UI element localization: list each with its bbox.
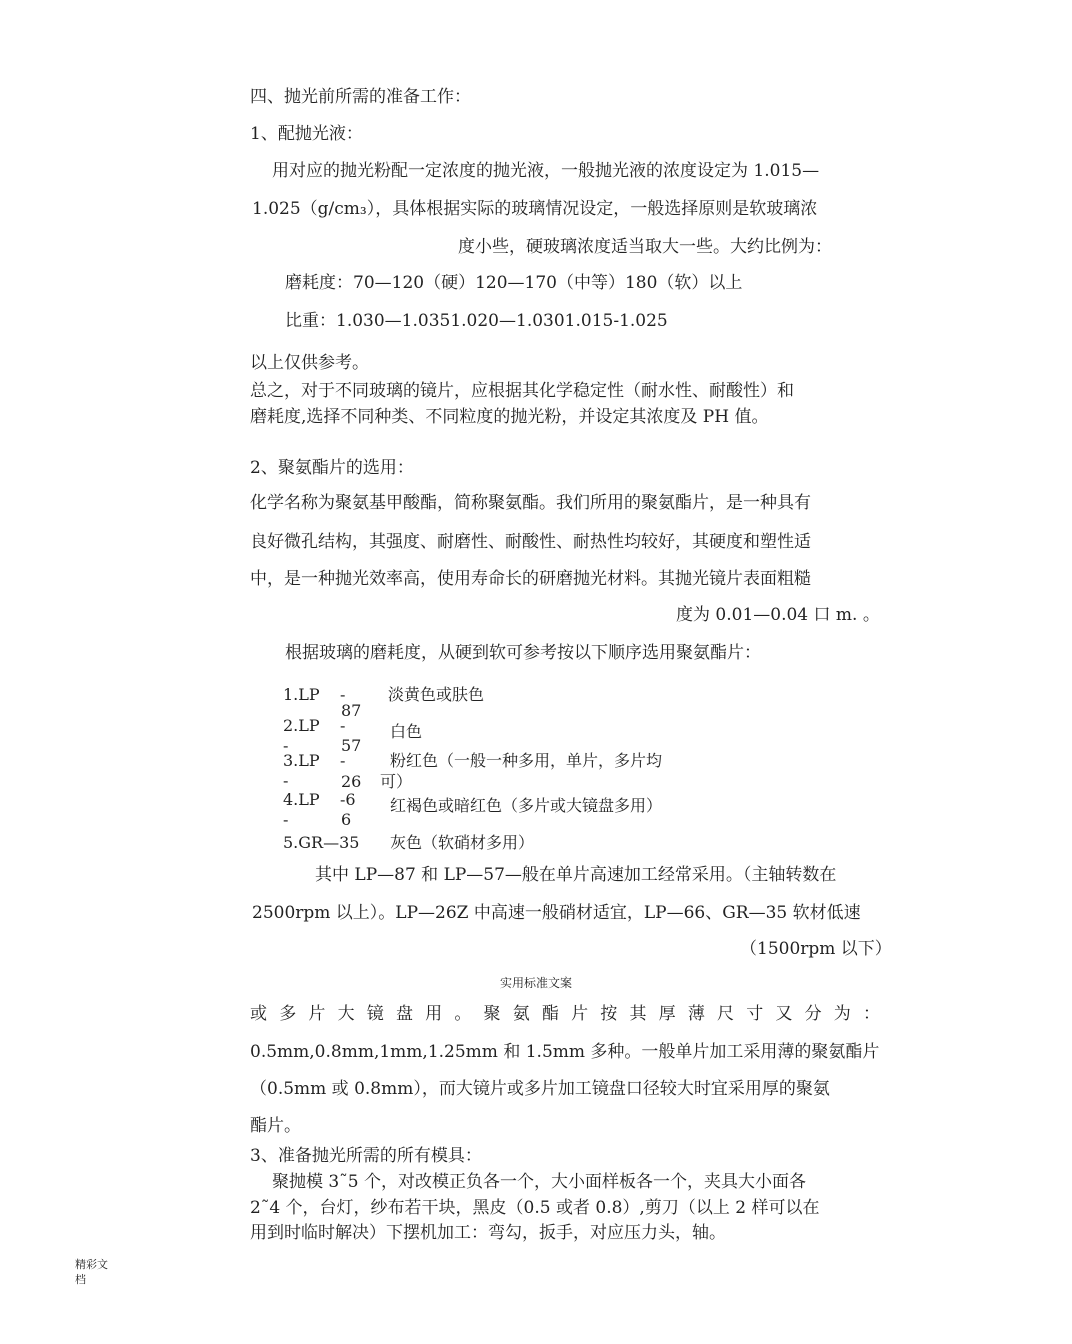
- subsection-heading-1: 1、配抛光液：: [250, 124, 363, 144]
- paragraph-line: 用到时临时解决）下摆机加工：弯勾，扳手，对应压力头，轴。: [250, 1223, 726, 1243]
- paragraph-line: 中，是一种抛光效率高，使用寿命长的研磨抛光材料。其抛光镜片表面粗糙: [250, 569, 811, 589]
- pad-code: 3.LP: [283, 751, 320, 770]
- pad-dash: -: [340, 716, 346, 735]
- usage-note-line: 2500rpm 以上）。LP—26Z 中高速一般硝材适宜，LP—66、GR—35 软材低速: [252, 903, 861, 923]
- usage-note-line: 其中 LP—87 和 LP—57—般在单片高速加工经常采用。（主轴转数在: [315, 865, 837, 885]
- pad-lead-fragment: -: [283, 736, 289, 755]
- subsection-heading-3: 3、准备抛光所需的所有模具：: [250, 1146, 482, 1166]
- pad-description: 粉红色（一般一种多用，单片，多片均: [390, 751, 663, 770]
- density-ratio-line: 比重：1.030—1.0351.020—1.0301.015-1.025: [285, 311, 668, 331]
- summary-line: 磨耗度,选择不同种类、不同粒度的抛光粉，并设定其浓度及 PH 值。: [250, 407, 769, 427]
- pad-dash: -: [340, 751, 346, 770]
- section-heading: 四、抛光前所需的准备工作：: [250, 87, 471, 107]
- paragraph-line: 度小些，硬玻璃浓度适当取大一些。大约比例为：: [458, 237, 832, 257]
- paragraph-line: 1.025（g/cm₃），具体根据实际的玻璃情况设定，一般选择原则是软玻璃浓: [252, 199, 818, 219]
- thickness-line: 酯片。: [250, 1116, 301, 1136]
- pad-code-fragment: 6: [341, 810, 352, 829]
- paragraph-line: 用对应的抛光粉配一定浓度的抛光液，一般抛光液的浓度设定为 1.015—: [272, 161, 820, 181]
- pad-description: 淡黄色或肤色: [388, 685, 485, 704]
- reference-note: 以上仅供参考。: [250, 353, 369, 373]
- footer-mark: 档: [75, 1273, 86, 1286]
- thickness-line: （0.5mm 或 0.8mm），而大镜片或多片加工镜盘口径较大时宜采用厚的聚氨: [250, 1079, 830, 1099]
- pad-code: 1.LP: [283, 685, 320, 704]
- thickness-line: 0.5mm,0.8mm,1mm,1.25mm 和 1.5mm 多种。一般单片加工采用薄的聚氨酯片: [250, 1042, 880, 1062]
- summary-line: 总之，对于不同玻璃的镜片，应根据其化学稳定性（耐水性、耐酸性）和: [250, 381, 794, 401]
- usage-note-line: （1500rpm 以下）: [740, 939, 892, 959]
- pad-code-fragment: 26: [341, 772, 362, 791]
- pad-description: 白色: [390, 722, 423, 741]
- thickness-line: 或多片大镜盘用。聚氨酯片按其厚薄尺寸又分为：: [250, 1004, 880, 1024]
- pad-description: 灰色（软硝材多用）: [390, 833, 535, 852]
- paragraph-line: 2˜4 个，台灯，纱布若干块，黑皮（0.5 或者 0.8）,剪刀（以上 2 样可以在: [250, 1198, 820, 1218]
- pad-description-continued: 可）: [380, 772, 413, 791]
- pad-dash: -: [340, 685, 346, 704]
- wear-ratio-line: 磨耗度：70—120（硬）120—170（中等）180（软）以上: [285, 273, 743, 293]
- pad-lead-fragment: -: [283, 810, 289, 829]
- pad-dash: -6: [340, 790, 356, 809]
- pad-lead-fragment: -: [283, 771, 289, 790]
- pad-code-fragment: 87: [341, 701, 362, 720]
- pad-selection-intro: 根据玻璃的磨耗度，从硬到软可参考按以下顺序选用聚氨酯片：: [285, 643, 761, 663]
- pad-code-fragment: 57: [341, 736, 362, 755]
- pad-code: 5.GR—35: [283, 833, 360, 852]
- paragraph-line: 度为 0.01—0.04 口 m. 。: [676, 605, 880, 625]
- paragraph-line: 良好微孔结构，其强度、耐磨性、耐酸性、耐热性均较好，其硬度和塑性适: [250, 532, 811, 552]
- subsection-heading-2: 2、聚氨酯片的选用：: [250, 458, 414, 478]
- pad-code: 2.LP: [283, 716, 320, 735]
- footer-mark: 精彩文: [75, 1258, 108, 1271]
- paragraph-line: 聚抛模 3˜5 个，对改模正负各一个，大小面样板各一个，夹具大小面各: [272, 1172, 806, 1192]
- pad-description: 红褐色或暗红色（多片或大镜盘多用）: [390, 796, 663, 815]
- paragraph-line: 化学名称为聚氨基甲酸酯，简称聚氨酯。我们所用的聚氨酯片，是一种具有: [250, 493, 811, 513]
- center-caption: 实用标准文案: [499, 976, 572, 990]
- pad-code: 4.LP: [283, 790, 320, 809]
